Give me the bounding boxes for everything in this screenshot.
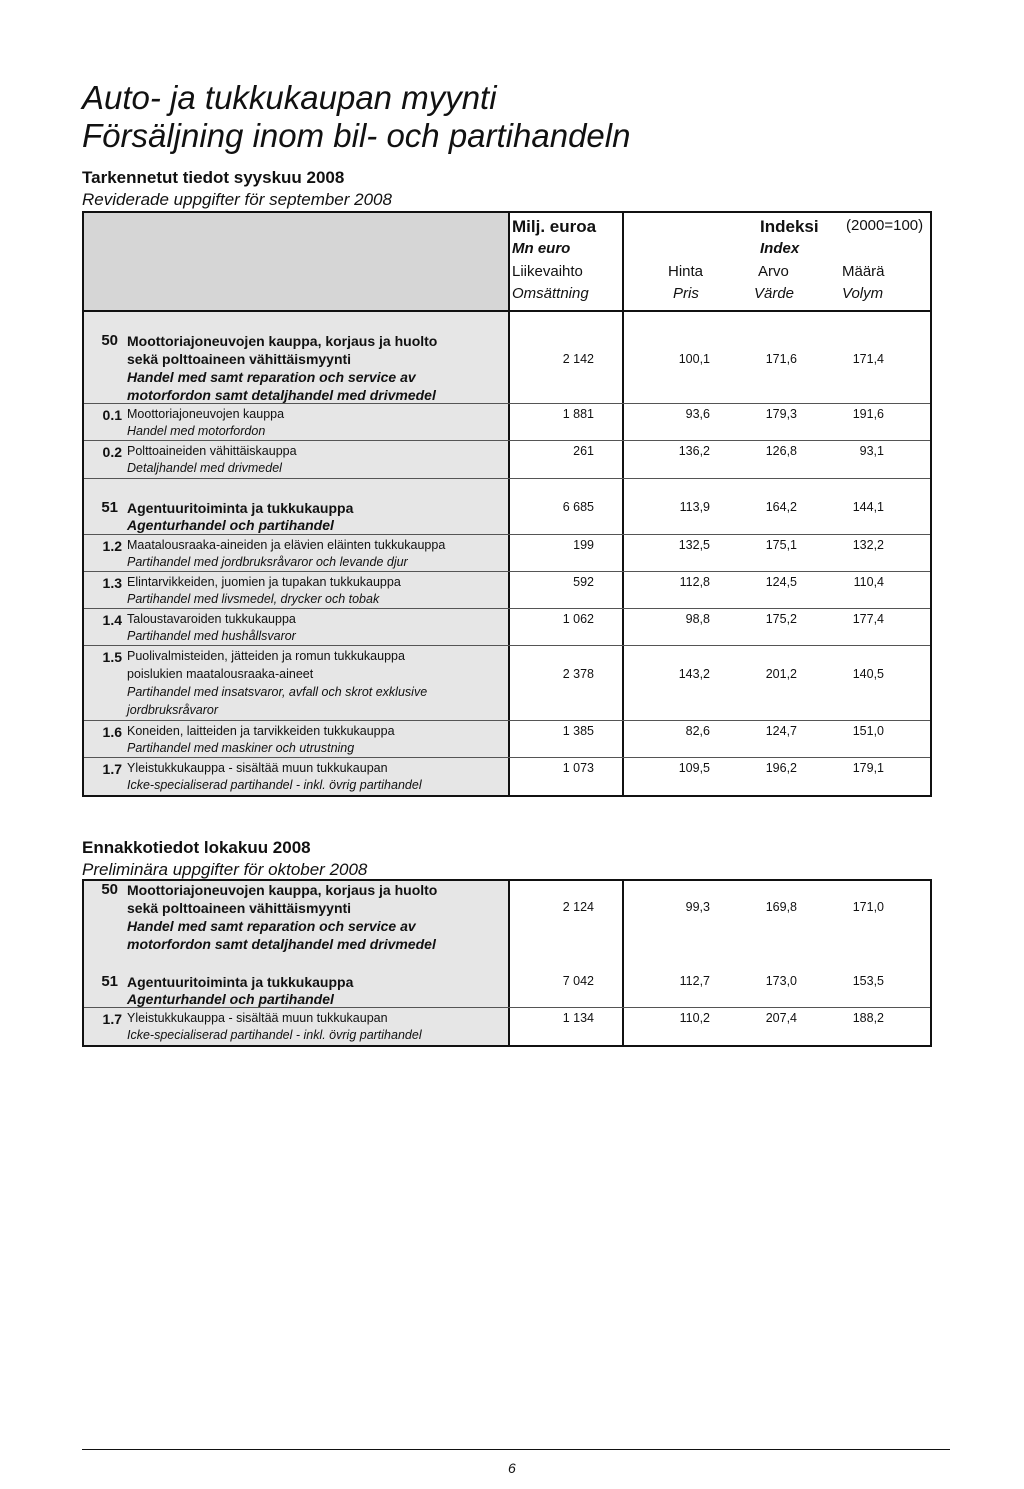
price-index: 93,6 — [685, 407, 710, 421]
volume-sv: Volym — [842, 285, 884, 302]
section2-heading-fi: Ennakkotiedot lokakuu 2008 — [82, 838, 311, 857]
volume-index: 171,0 — [852, 900, 884, 914]
value-index: 124,7 — [765, 724, 797, 738]
row-label-sv: Handel med samt reparation och service av — [127, 918, 416, 934]
row-code: 1.3 — [102, 575, 122, 591]
price-index: 112,7 — [679, 974, 710, 988]
row-label-fi: Maatalousraaka-aineiden ja elävien eläinten tukkukauppa — [127, 538, 446, 552]
section1-heading-sv: Reviderade uppgifter för september 2008 — [82, 190, 392, 209]
value-index: 207,4 — [765, 1011, 797, 1025]
value-index: 171,6 — [765, 352, 797, 366]
row-label-fi-2: poislukien maatalousraaka-aineet — [127, 667, 314, 681]
value-index: 124,5 — [765, 575, 797, 589]
volume-fi: Määrä — [842, 263, 885, 280]
column-divider-1 — [508, 879, 510, 1047]
volume-index: 177,4 — [852, 612, 884, 626]
row-label-sv: Partihandel med hushållsvaror — [127, 629, 296, 643]
volume-index: 140,5 — [852, 667, 884, 681]
row-label-fi-2: sekä polttoaineen vähittäismyynti — [127, 351, 352, 367]
row-label-sv: Detaljhandel med drivmedel — [127, 461, 282, 475]
page-number: 6 — [508, 1460, 516, 1476]
table-bottom-border — [82, 795, 932, 797]
row-label-fi: Koneiden, laitteiden ja tarvikkeiden tukkukauppa — [127, 724, 395, 738]
value-index: 201,2 — [765, 667, 797, 681]
turnover-value: 1 881 — [562, 407, 594, 421]
volume-index: 153,5 — [852, 974, 884, 988]
value-index: 164,2 — [765, 500, 797, 514]
row-code: 0.1 — [102, 407, 122, 423]
index-base: (2000=100) — [846, 217, 924, 234]
row-label-sv: Partihandel med jordbruksråvaror och levande djur — [127, 555, 408, 569]
price-index: 99,3 — [685, 900, 710, 914]
table-bottom-border — [82, 1045, 932, 1047]
row-code: 50 — [101, 332, 118, 349]
row-separator — [84, 440, 930, 441]
header-bottom-border — [82, 310, 932, 312]
turnover-value: 2 124 — [562, 900, 594, 914]
row-label-sv-2: jordbruksråvaror — [127, 703, 219, 717]
row-label-fi: Elintarvikkeiden, juomien ja tupakan tukkukauppa — [127, 575, 401, 589]
table-top-border — [82, 211, 932, 213]
value-index: 179,3 — [765, 407, 797, 421]
section2-heading-sv: Preliminära uppgifter för oktober 2008 — [82, 860, 368, 879]
table-top-border — [82, 879, 932, 881]
volume-index: 151,0 — [852, 724, 884, 738]
column-divider-1 — [508, 211, 510, 797]
row-code: 1.7 — [102, 1011, 122, 1027]
volume-index: 132,2 — [852, 538, 884, 552]
value-index: 175,2 — [765, 612, 797, 626]
row-label-sv: Icke-specialiserad partihandel - inkl. övrig partihandel — [127, 1028, 422, 1042]
volume-index: 93,1 — [859, 444, 884, 458]
row-separator — [84, 534, 930, 535]
turnover-value: 592 — [573, 575, 594, 589]
row-code: 50 — [101, 881, 118, 898]
row-code: 51 — [101, 499, 118, 516]
price-index: 110,2 — [679, 1011, 710, 1025]
row-code: 1.2 — [102, 538, 122, 554]
unit-fi: Milj. euroa — [512, 217, 597, 236]
price-index: 98,8 — [685, 612, 710, 626]
unit-sv: Mn euro — [512, 240, 571, 257]
price-sv: Pris — [673, 285, 699, 302]
title-finnish: Auto- ja tukkukaupan myynti — [82, 79, 497, 116]
row-label-sv: Agenturhandel och partihandel — [127, 517, 334, 533]
price-index: 112,8 — [679, 575, 710, 589]
volume-index: 179,1 — [852, 761, 884, 775]
row-code: 1.5 — [102, 649, 122, 665]
price-index: 143,2 — [678, 667, 710, 681]
section1-heading-fi: Tarkennetut tiedot syyskuu 2008 — [82, 168, 345, 187]
row-label-fi: Taloustavaroiden tukkukauppa — [127, 612, 296, 626]
row-label-fi-2: sekä polttoaineen vähittäismyynti — [127, 900, 352, 916]
turnover-value: 1 385 — [562, 724, 594, 738]
row-label-fi: Yleistukkukauppa - sisältää muun tukkukaupan — [127, 1011, 388, 1025]
value-sv: Värde — [754, 285, 795, 302]
turnover-value: 1 073 — [562, 761, 594, 775]
turnover-value: 199 — [573, 538, 594, 552]
value-index: 175,1 — [765, 538, 797, 552]
row-label-sv: Handel med motorfordon — [127, 424, 266, 438]
volume-index: 171,4 — [852, 352, 884, 366]
row-code: 51 — [101, 973, 118, 990]
value-fi: Arvo — [758, 263, 789, 280]
row-code: 1.6 — [102, 724, 122, 740]
row-separator — [84, 757, 930, 758]
title-swedish: Försäljning inom bil- och partihandeln — [82, 117, 631, 154]
row-label-fi: Agentuuritoiminta ja tukkukauppa — [127, 974, 354, 990]
index-fi: Indeksi — [760, 217, 819, 236]
price-fi: Hinta — [668, 263, 704, 280]
row-label-fi: Agentuuritoiminta ja tukkukauppa — [127, 500, 354, 516]
row-label-sv: Partihandel med insatsvaror, avfall och skrot exklusive — [127, 685, 428, 699]
row-label-sv: Partihandel med livsmedel, drycker och tobak — [127, 592, 380, 606]
price-index: 136,2 — [678, 444, 710, 458]
row-label-sv: Icke-specialiserad partihandel - inkl. övrig partihandel — [127, 778, 422, 792]
row-separator — [84, 720, 930, 721]
turnover-value: 1 134 — [562, 1011, 594, 1025]
price-index: 100,1 — [678, 352, 710, 366]
row-code: 1.7 — [102, 761, 122, 777]
turnover-value: 1 062 — [562, 612, 594, 626]
price-index: 113,9 — [679, 500, 710, 514]
table-right-border — [930, 879, 932, 1047]
row-label-sv-2: motorfordon samt detaljhandel med drivmedel — [127, 936, 436, 952]
turnover-value: 7 042 — [562, 974, 594, 988]
price-index: 132,5 — [678, 538, 710, 552]
column-divider-2 — [622, 211, 624, 797]
row-label-fi: Moottoriajoneuvojen kauppa, korjaus ja huolto — [127, 333, 438, 349]
table-left-border — [82, 879, 84, 1047]
turnover-sv: Omsättning — [512, 285, 589, 302]
turnover-value: 6 685 — [562, 500, 594, 514]
row-label-fi: Moottoriajoneuvojen kauppa — [127, 407, 285, 421]
row-label-sv: Partihandel med maskiner och utrustning — [127, 741, 355, 755]
row-separator — [84, 478, 930, 479]
row-label-sv: Agenturhandel och partihandel — [127, 991, 334, 1007]
value-index: 173,0 — [765, 974, 797, 988]
row-label-fi: Yleistukkukauppa - sisältää muun tukkukaupan — [127, 761, 388, 775]
row-label-fi: Polttoaineiden vähittäiskauppa — [127, 444, 297, 458]
turnover-value: 2 142 — [562, 352, 594, 366]
volume-index: 191,6 — [852, 407, 884, 421]
row-label-fi: Moottoriajoneuvojen kauppa, korjaus ja huolto — [127, 882, 438, 898]
volume-index: 188,2 — [852, 1011, 884, 1025]
row-code: 0.2 — [102, 444, 122, 460]
price-index: 109,5 — [678, 761, 710, 775]
row-label-fi: Puolivalmisteiden, jätteiden ja romun tukkukauppa — [127, 649, 405, 663]
row-separator — [84, 571, 930, 572]
value-index: 169,8 — [765, 900, 797, 914]
table-right-border — [930, 211, 932, 797]
row-label-sv-2: motorfordon samt detaljhandel med drivmedel — [127, 387, 436, 403]
index-sv: Index — [760, 240, 800, 257]
row-label-sv: Handel med samt reparation och service av — [127, 369, 416, 385]
row-separator — [84, 645, 930, 646]
turnover-fi: Liikevaihto — [512, 263, 583, 280]
header-shade — [82, 213, 508, 310]
footer-rule — [82, 1449, 950, 1450]
volume-index: 144,1 — [852, 500, 884, 514]
turnover-value: 2 378 — [562, 667, 594, 681]
value-index: 196,2 — [765, 761, 797, 775]
volume-index: 110,4 — [853, 575, 884, 589]
column-divider-2 — [622, 879, 624, 1047]
price-index: 82,6 — [685, 724, 710, 738]
turnover-value: 261 — [573, 444, 594, 458]
table-left-border — [82, 211, 84, 797]
row-code: 1.4 — [102, 612, 122, 628]
row-separator — [84, 608, 930, 609]
value-index: 126,8 — [765, 444, 797, 458]
